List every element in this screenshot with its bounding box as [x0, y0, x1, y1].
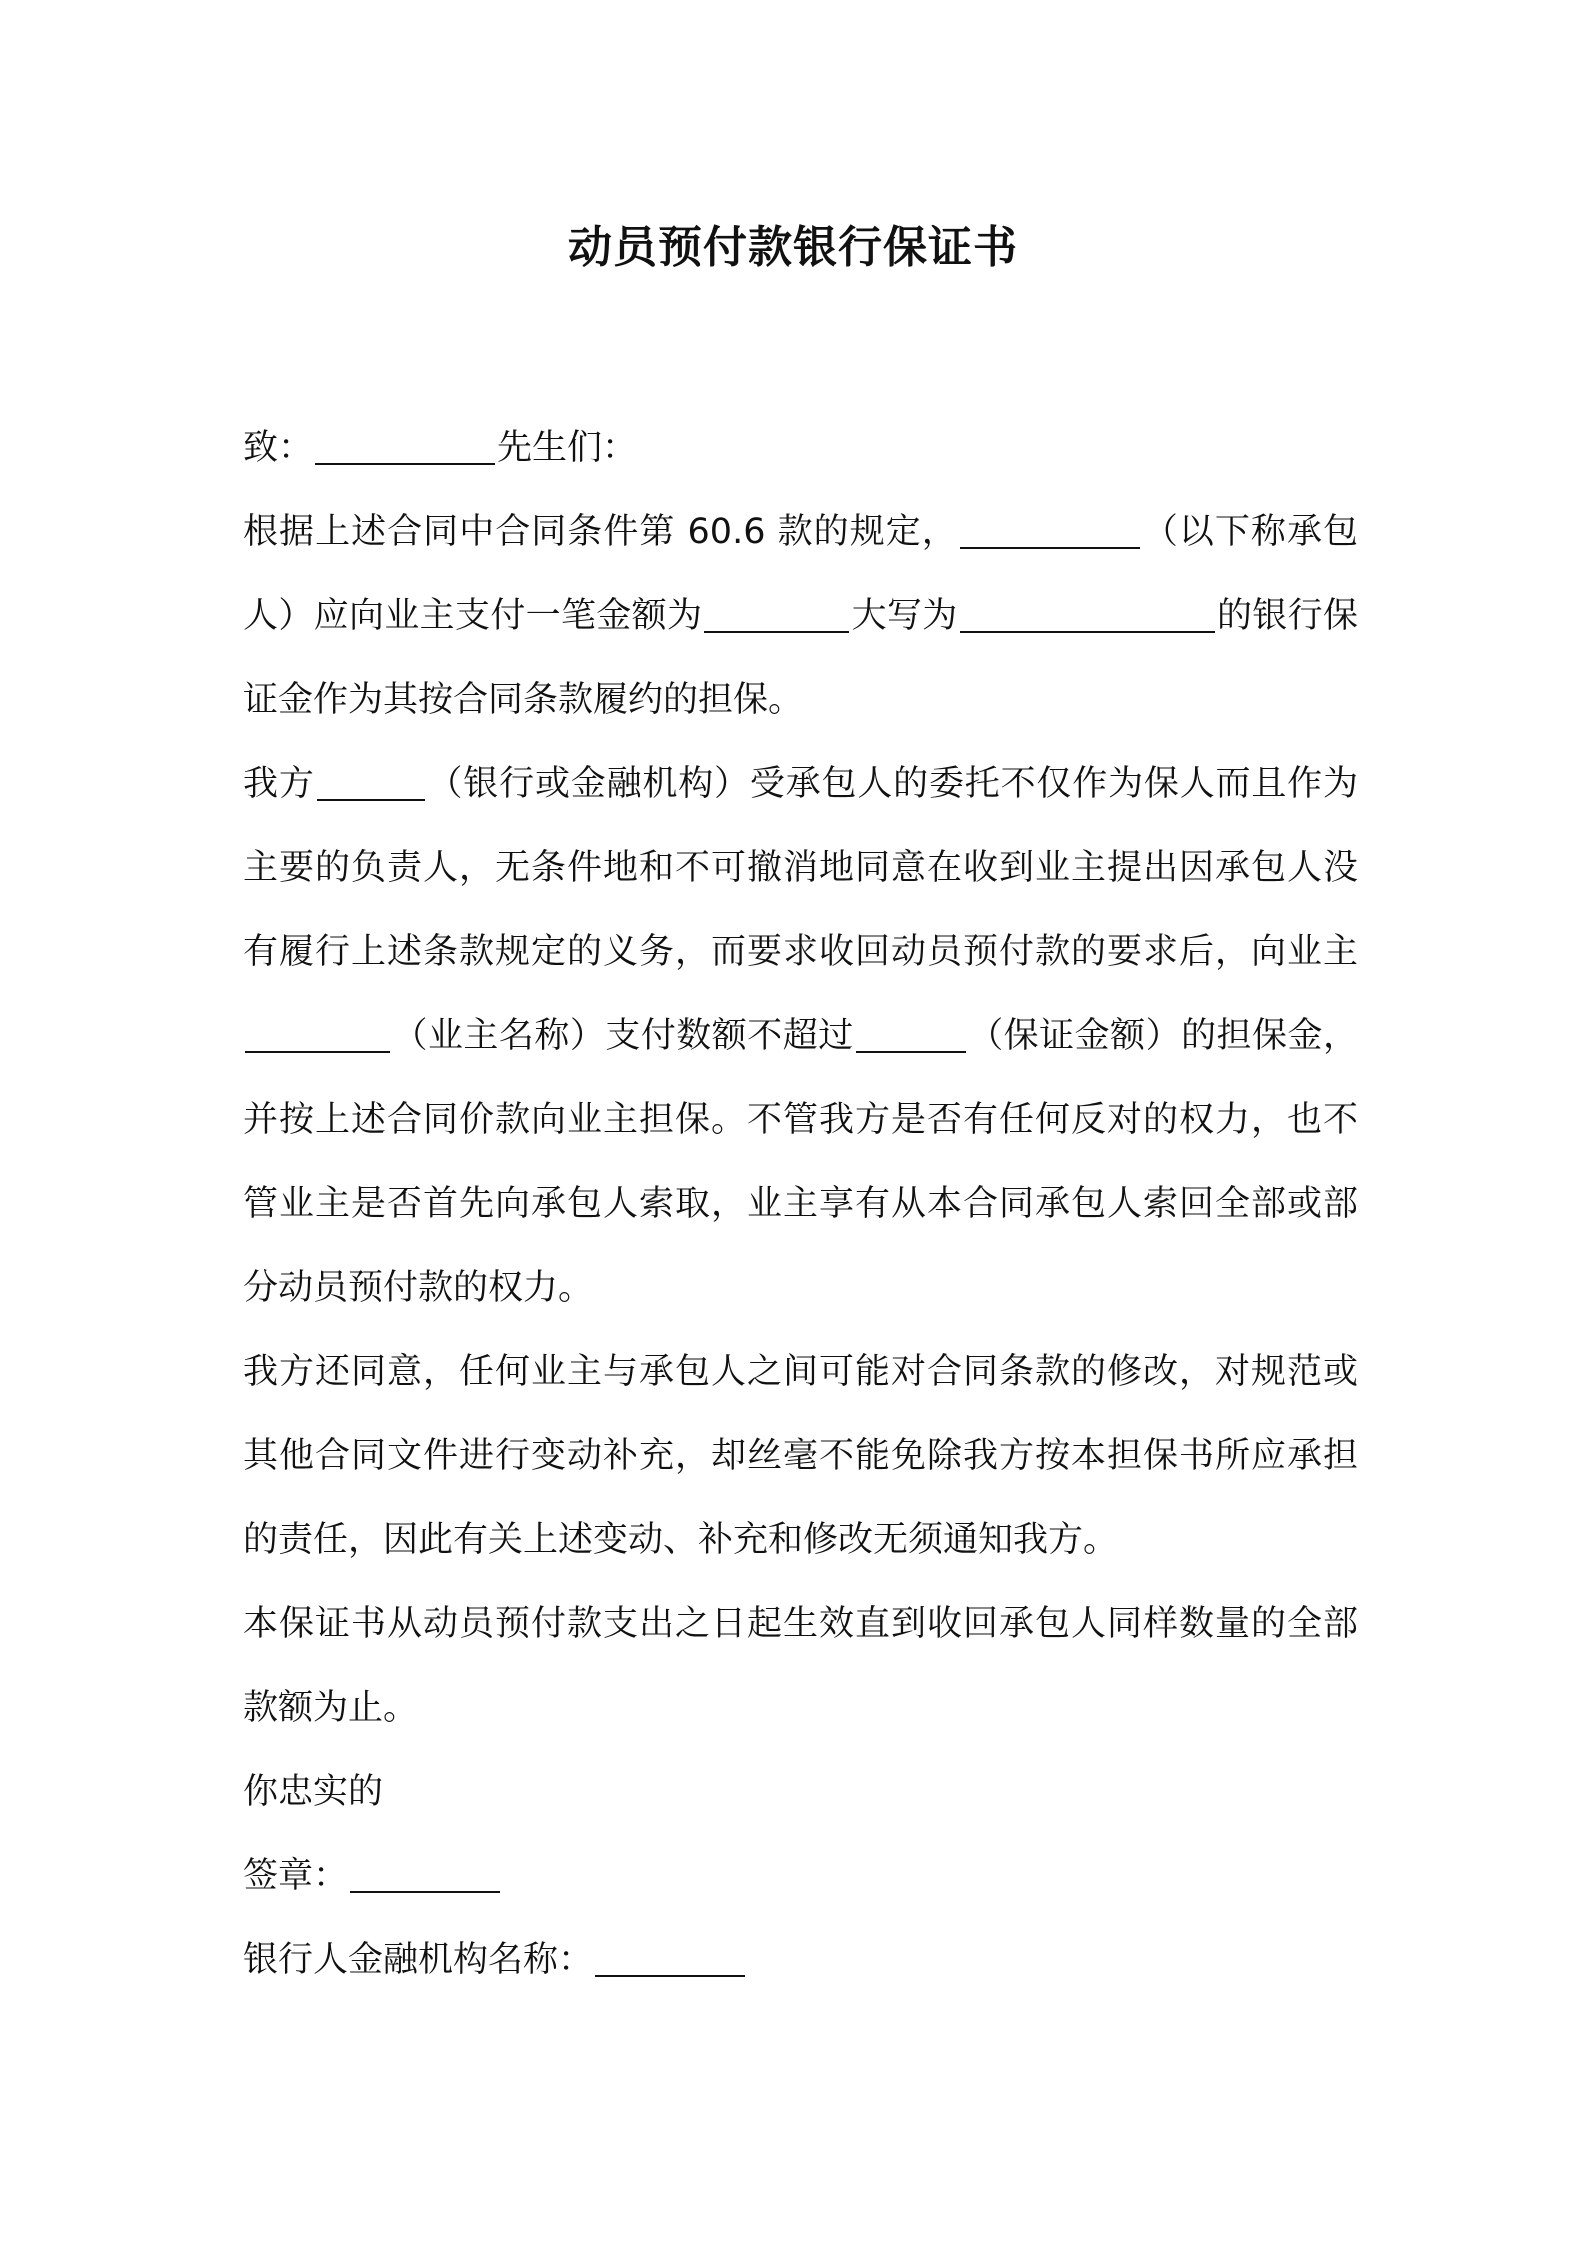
- paragraph-validity: 本保证书从动员预付款支出之日起生效直到收回承包人同样数量的全部款额为止。: [243, 1604, 1358, 1728]
- para2-text-3: （业主名称）支付数额不超过: [392, 1016, 854, 1056]
- para2-text-1: 我方: [243, 764, 315, 804]
- signature-line: [243, 1834, 1358, 1918]
- bank-name-blank[interactable]: [595, 1941, 745, 1977]
- para1-text-3: 大写为: [851, 596, 958, 636]
- bank-name-label: 银行人金融机构名称：: [243, 1940, 594, 1980]
- amount-in-words-blank[interactable]: [960, 597, 1215, 633]
- contractor-blank[interactable]: [960, 513, 1140, 549]
- para1-text-1: 根据上述合同中合同条件第 60.6 款的规定，: [243, 512, 958, 552]
- closing-line: 你忠实的: [243, 1772, 384, 1812]
- document-body: [243, 406, 1358, 2002]
- para2-text-4: （保证金额）的担保金，并按上述合同价款向业主担保。不管我方是否有任何反对的权力，也不管业主是否首先向承包人索取，业主享有从本合同承包人索回全部或部分动员预付款的权力。: [243, 1016, 1358, 1308]
- signature-blank[interactable]: [350, 1857, 500, 1893]
- paragraph-guarantee: [243, 742, 1358, 1330]
- document-title: 动员预付款银行保证书: [568, 222, 1018, 273]
- paragraph-contract-terms: [243, 490, 1358, 742]
- salutation-line: [243, 406, 1358, 490]
- owner-name-blank[interactable]: [245, 1017, 390, 1053]
- signature-label: 签章：: [243, 1856, 349, 1896]
- para2-text-2: （银行或金融机构）受承包人的委托不仅作为保人而且作为主要的负责人，无条件地和不可撤消地同意在收到业主提出因承包人没有履行上述条款规定的义务，而要求收回动员预付款的要求后，向业主: [243, 764, 1358, 972]
- guarantee-amount-blank[interactable]: [856, 1017, 966, 1053]
- paragraph-modifications: 我方还同意，任何业主与承包人之间可能对合同条款的修改，对规范或其他合同文件进行变动补充，却丝毫不能免除我方按本担保书所应承担的责任，因此有关上述变动、补充和修改无须通知我方。: [243, 1352, 1358, 1560]
- salutation-suffix: 先生们：: [497, 428, 638, 468]
- bank-blank[interactable]: [317, 765, 425, 801]
- para1-text-2: （以下称承包人）应向业主支付一笔金额为: [243, 512, 1358, 636]
- amount-blank[interactable]: [704, 597, 849, 633]
- salutation-prefix: 致：: [243, 428, 314, 468]
- recipient-blank[interactable]: [315, 429, 495, 465]
- para1-text-4: 的银行保证金作为其按合同条款履约的担保。: [243, 596, 1358, 720]
- bank-name-line: [243, 1918, 1358, 2002]
